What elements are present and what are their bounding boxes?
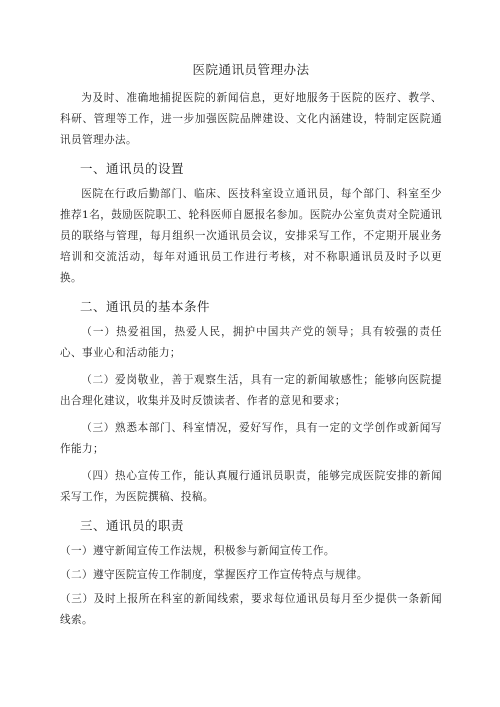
section-3-heading: 三、通讯员的职责 bbox=[80, 518, 185, 533]
intro-paragraph: 为及时、准确地捕捉医院的新闻信息，更好地服务于医院的医疗、教学、科研、管理等工作，进一步加强医院品牌建设、文化内涵建设，特制定医院通讯员管理办法。 bbox=[60, 92, 442, 146]
section-2-heading: 二、通讯员的基本条件 bbox=[80, 299, 211, 314]
section-2-item-2: （二）爱岗敬业，善于观察生活，具有一定的新闻敏感性；能够向医院提出合理化建议，收集并及时反馈读者、作者的意见和要求； bbox=[60, 374, 442, 407]
document-title: 医院通讯员管理办法 bbox=[192, 62, 310, 77]
section-2-item-1: （一）热爱祖国，热爱人民，拥护中国共产党的领导；具有较强的责任心、事业心和活动能力； bbox=[60, 326, 442, 359]
section-2-item-3: （三）熟悉本部门、科室情况，爱好写作，具有一定的文学创作或新闻写作能力； bbox=[60, 422, 442, 455]
section-3-item-1: （一）遵守新闻宣传工作法规，积极参与新闻宣传工作。 bbox=[60, 545, 335, 557]
section-3-item-2: （二）遵守医院宣传工作制度，掌握医疗工作宣传特点与规律。 bbox=[60, 569, 368, 581]
section-1-heading: 一、通讯员的设置 bbox=[80, 161, 185, 176]
section-1-paragraph: 医院在行政后勤部门、临床、医技科室设立通讯员，每个部门、科室至少推荐1名，鼓励医院职工、轮科医师自愿报名参加。医院办公室负责对全院通讯员的联络与管理，每月组织一次通讯员会议，安排采写工作，不定期开展业务培训和交流活动，每年对通讯员工作进行考核，对不称职通讯员及时予以更换。 bbox=[60, 188, 442, 284]
section-3-item-3: （三）及时上报所在科室的新闻线索，要求每位通讯员每月至少提供一条新闻线索。 bbox=[60, 593, 442, 626]
section-2-item-4: （四）热心宣传工作，能认真履行通讯员职责，能够完成医院安排的新闻采写工作，为医院撰稿、投稿。 bbox=[60, 470, 442, 503]
